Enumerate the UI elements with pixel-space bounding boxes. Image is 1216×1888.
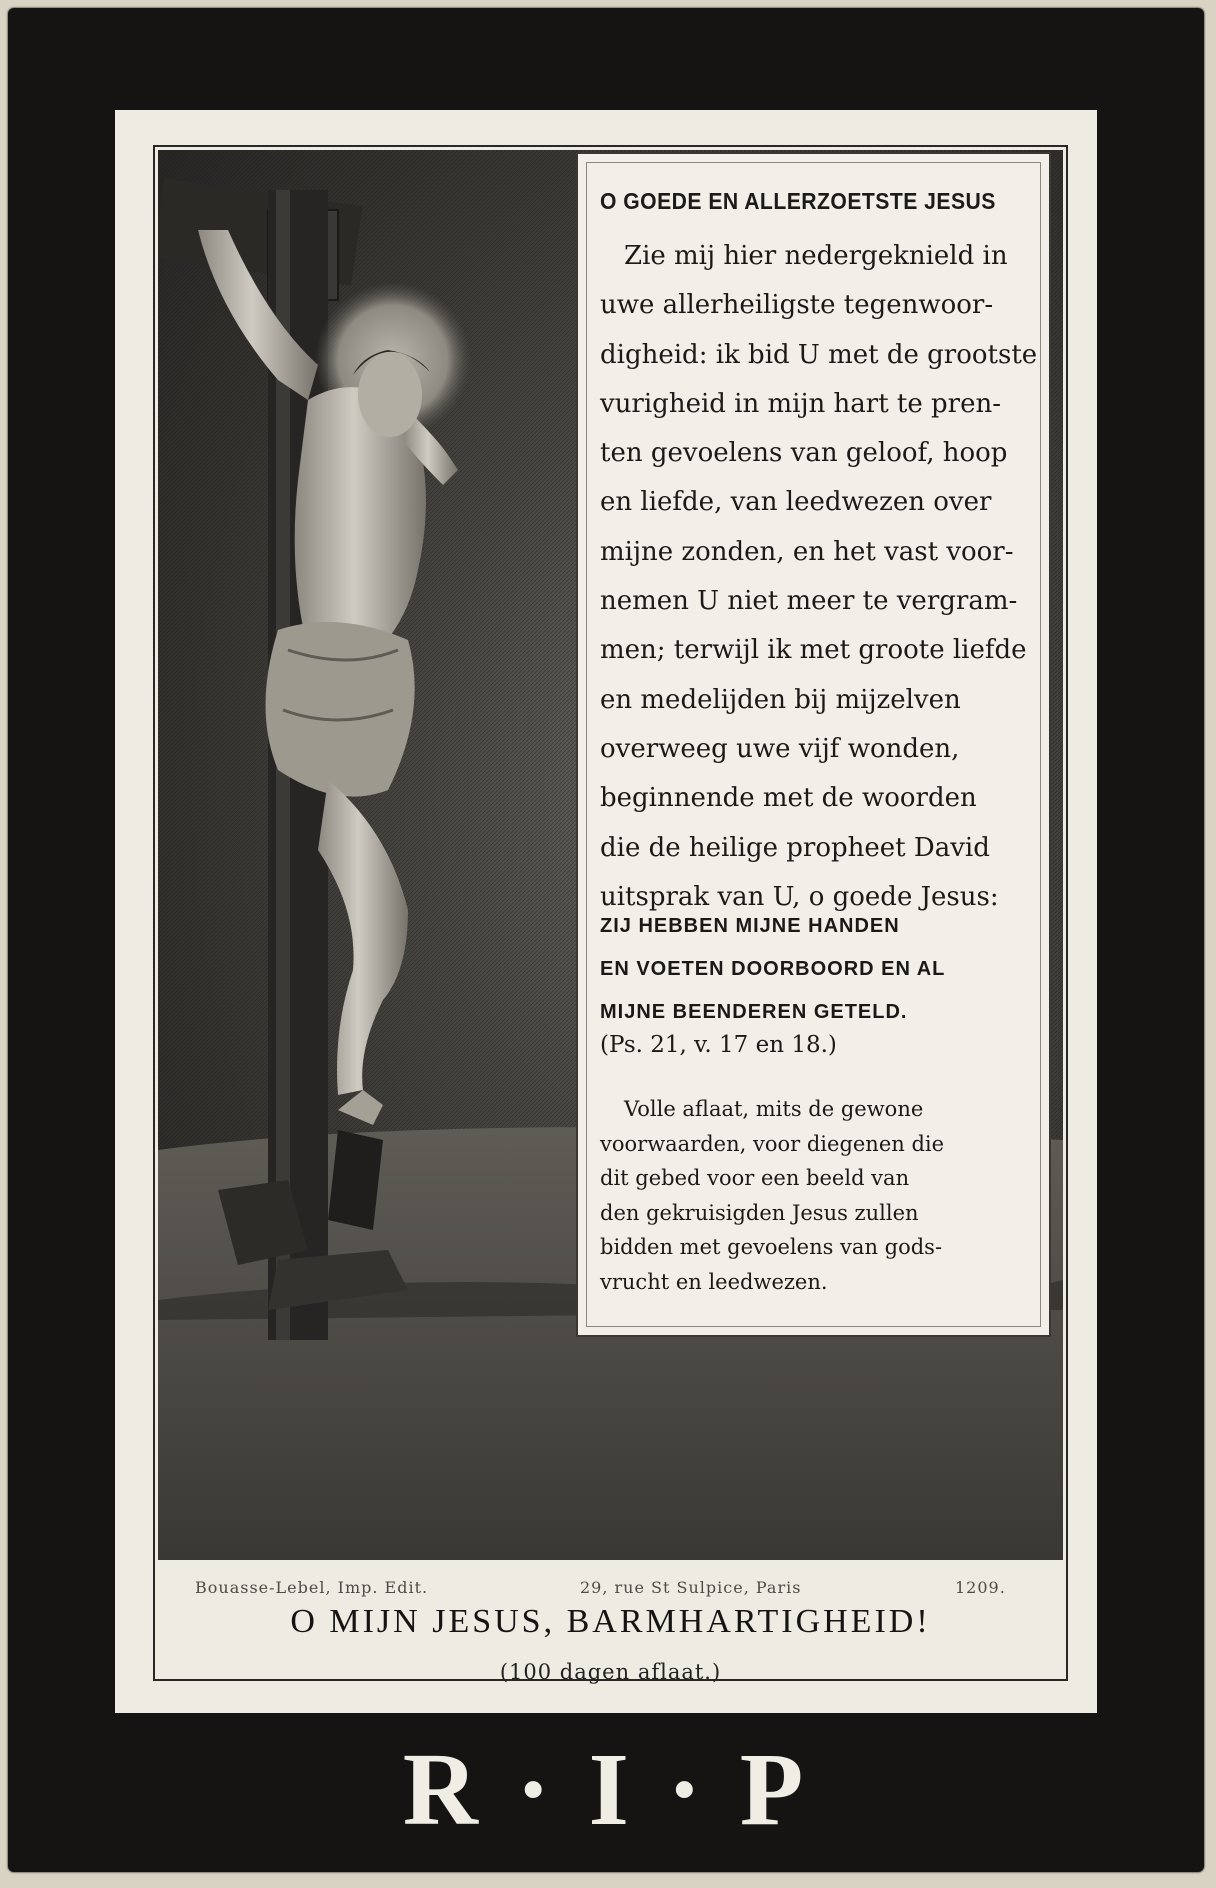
imprint-publisher: Bouasse-Lebel, Imp. Edit. [195,1578,429,1597]
scripture-quote [600,905,1040,1034]
prayer-line: men; terwijl ik met groote liefde [600,635,1027,666]
prayer-line: overweeg uwe vijf wonden, [600,733,960,764]
indulgence-line: dit gebed voor een beeld van [600,1166,910,1190]
prayer-line: en medelijden bij mijzelven [600,684,961,715]
prayer-heading: O GOEDE EN ALLERZOETSTE JESUS [600,188,996,214]
prayer-line: uwe allerheiligste tegenwoor- [600,290,994,321]
prayer-line: Zie mij hier nedergeknield in [624,241,1008,271]
prayer-line: vurigheid in mijn hart te pren- [600,388,1002,419]
prayer-text-panel [576,152,1051,1337]
imprint-number: 1209. [955,1578,1006,1597]
prayer-line: mijne zonden, en het vast voor- [600,536,1014,567]
indulgence-line: den gekruisigden Jesus zullen [600,1200,919,1225]
prayer-line: nemen U niet meer te vergram- [600,586,1018,617]
prayer-line: die de heilige propheet David [600,832,990,863]
prayer-line: beginnende met de woorden [600,783,977,814]
invocation-aflaat: (100 dagen aflaat.) [499,1660,722,1684]
indulgence-line: bidden met gevoelens van gods- [600,1235,943,1259]
rip-footer: R · I · P [402,1732,810,1847]
indulgence-line: vrucht en leedwezen. [600,1269,828,1294]
prayer-line: en liefde, van leedwezen over [600,487,992,518]
prayer-line: digheid: ik bid U met de grootste [600,339,1038,370]
imprint-address: 29, rue St Sulpice, Paris [580,1578,802,1597]
indulgence-note [600,1092,1040,1299]
indulgence-line: Volle aflaat, mits de gewone [624,1097,924,1121]
prayer-line: ten gevoelens van geloof, hoop [600,438,1008,469]
scripture-line: ZIJ HEBBEN MIJNE HANDEN [600,915,900,937]
scripture-line: MIJNE BEENDEREN GETELD. [600,1001,908,1023]
invocation-text: O MIJN JESUS, BARMHARTIGHEID! [290,1603,931,1640]
prayer-line: uitsprak van U, o goede Jesus: [600,881,999,912]
scripture-reference: (Ps. 21, v. 17 en 18.) [600,1032,837,1058]
indulgence-line: voorwaarden, voor diegenen die [600,1131,945,1156]
prayer-body [600,232,1036,922]
scripture-line: EN VOETEN DOORBOORD EN AL [600,958,946,980]
